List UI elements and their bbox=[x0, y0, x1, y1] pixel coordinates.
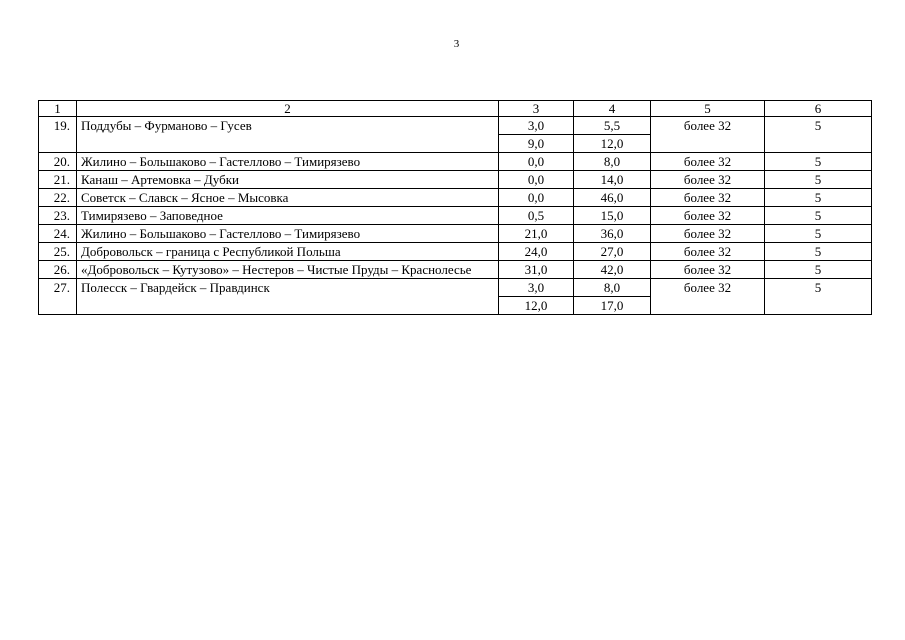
cell-col5: более 32 bbox=[651, 261, 765, 279]
cell-col6: 5 bbox=[765, 189, 872, 207]
row-number: 23. bbox=[39, 207, 77, 225]
cell-col3: 0,0 bbox=[499, 189, 574, 207]
cell-col4: 46,0 bbox=[574, 189, 651, 207]
row-number: 22. bbox=[39, 189, 77, 207]
cell-col4: 15,0 bbox=[574, 207, 651, 225]
page-number: 3 bbox=[453, 38, 460, 50]
cell-col5: более 32 bbox=[651, 189, 765, 207]
header-cell: 3 bbox=[499, 101, 574, 117]
route-name: Советск – Славск – Ясное – Мысовка bbox=[77, 189, 499, 207]
cell-col4: 8,0 bbox=[574, 153, 651, 171]
cell-col5: более 32 bbox=[651, 117, 765, 153]
table-row bbox=[39, 189, 872, 207]
route-name: Полесск – Гвардейск – Правдинск bbox=[77, 279, 499, 315]
routes-table bbox=[38, 100, 872, 315]
cell-col3: 21,0 bbox=[499, 225, 574, 243]
cell-col3: 12,0 bbox=[499, 297, 574, 315]
table-row bbox=[39, 153, 872, 171]
table-row bbox=[39, 171, 872, 189]
route-name: Жилино – Большаково – Гастеллово – Тимирязево bbox=[77, 153, 499, 171]
table-row bbox=[39, 279, 872, 297]
header-cell: 1 bbox=[39, 101, 77, 117]
table-header-row bbox=[39, 101, 872, 117]
cell-col4: 5,5 bbox=[574, 117, 651, 135]
cell-col4: 14,0 bbox=[574, 171, 651, 189]
cell-col3: 24,0 bbox=[499, 243, 574, 261]
header-cell: 6 bbox=[765, 101, 872, 117]
cell-col4: 12,0 bbox=[574, 135, 651, 153]
table-row bbox=[39, 207, 872, 225]
row-number: 26. bbox=[39, 261, 77, 279]
route-name: Жилино – Большаково – Гастеллово – Тимирязево bbox=[77, 225, 499, 243]
row-number: 24. bbox=[39, 225, 77, 243]
table-row bbox=[39, 225, 872, 243]
cell-col5: более 32 bbox=[651, 225, 765, 243]
cell-col3: 3,0 bbox=[499, 279, 574, 297]
cell-col6: 5 bbox=[765, 153, 872, 171]
cell-col6: 5 bbox=[765, 171, 872, 189]
cell-col5: более 32 bbox=[651, 207, 765, 225]
route-name: Добровольск – граница с Республикой Польша bbox=[77, 243, 499, 261]
cell-col4: 36,0 bbox=[574, 225, 651, 243]
cell-col3: 0,5 bbox=[499, 207, 574, 225]
cell-col5: более 32 bbox=[651, 153, 765, 171]
row-number: 25. bbox=[39, 243, 77, 261]
cell-col3: 31,0 bbox=[499, 261, 574, 279]
cell-col6: 5 bbox=[765, 207, 872, 225]
cell-col6: 5 bbox=[765, 117, 872, 153]
cell-col3: 9,0 bbox=[499, 135, 574, 153]
cell-col6: 5 bbox=[765, 225, 872, 243]
cell-col4: 42,0 bbox=[574, 261, 651, 279]
cell-col6: 5 bbox=[765, 261, 872, 279]
route-name: Поддубы – Фурманово – Гусев bbox=[77, 117, 499, 153]
row-number: 21. bbox=[39, 171, 77, 189]
row-number: 19. bbox=[39, 117, 77, 153]
cell-col5: более 32 bbox=[651, 171, 765, 189]
cell-col4: 8,0 bbox=[574, 279, 651, 297]
cell-col3: 0,0 bbox=[499, 171, 574, 189]
header-cell: 4 bbox=[574, 101, 651, 117]
cell-col5: более 32 bbox=[651, 279, 765, 315]
header-cell: 2 bbox=[77, 101, 499, 117]
cell-col3: 0,0 bbox=[499, 153, 574, 171]
route-name: Канаш – Артемовка – Дубки bbox=[77, 171, 499, 189]
row-number: 20. bbox=[39, 153, 77, 171]
cell-col3: 3,0 bbox=[499, 117, 574, 135]
cell-col6: 5 bbox=[765, 243, 872, 261]
cell-col5: более 32 bbox=[651, 243, 765, 261]
cell-col4: 17,0 bbox=[574, 297, 651, 315]
table-row bbox=[39, 117, 872, 135]
cell-col6: 5 bbox=[765, 279, 872, 315]
row-number: 27. bbox=[39, 279, 77, 315]
route-name: «Добровольск – Кутузово» – Нестеров – Чистые Пруды – Краснолесье bbox=[77, 261, 499, 279]
cell-col4: 27,0 bbox=[574, 243, 651, 261]
route-name: Тимирязево – Заповедное bbox=[77, 207, 499, 225]
header-cell: 5 bbox=[651, 101, 765, 117]
table-row bbox=[39, 243, 872, 261]
table-row bbox=[39, 261, 872, 279]
